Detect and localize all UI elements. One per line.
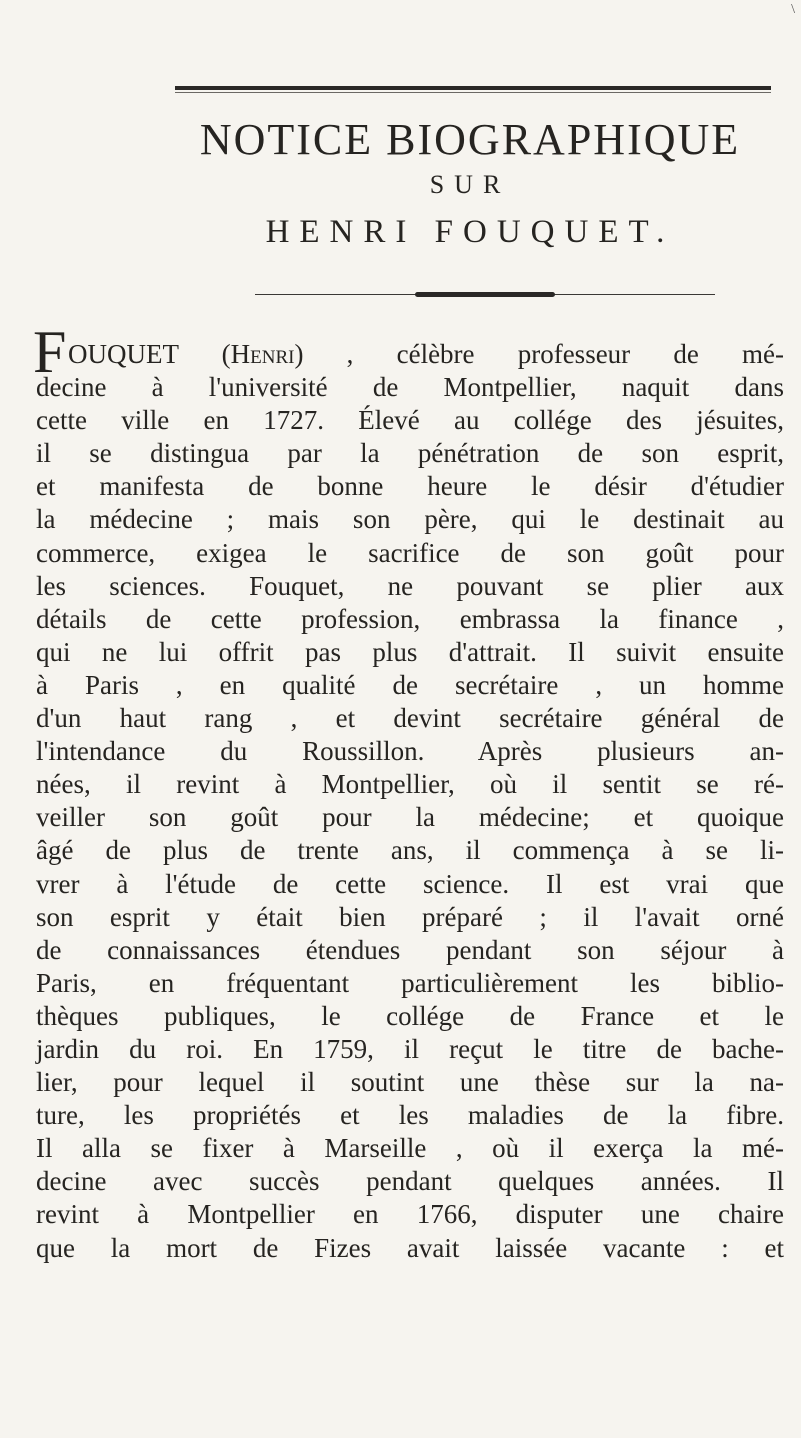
text-line: âgé de plus de trente ans, il commença à se li- <box>36 835 784 866</box>
text-line: les sciences. Fouquet, ne pouvant se plier aux <box>36 570 784 601</box>
title-connector: SUR <box>429 170 511 199</box>
text-line: d'un haut rang , et devint secrétaire général de <box>36 703 784 734</box>
text-line: vrer à l'étude de cette science. Il est vrai que <box>36 868 784 899</box>
notice-title: NOTICE BIOGRAPHIQUE <box>199 115 741 164</box>
text-line: Paris, en fréquentant particulièrement les biblio- <box>36 967 784 998</box>
first-line-part-b: ) , célèbre professeur de mé- <box>294 339 784 369</box>
text-line: et manifesta de bonne heure le désir d'étudier <box>36 471 784 502</box>
first-line-name: Henri <box>230 339 295 369</box>
text-line: revint à Montpellier en 1766, disputer une chaire <box>36 1199 784 1230</box>
text-line: lier, pour lequel il soutint une thèse sur la na- <box>36 1067 784 1098</box>
text-line: nées, il revint à Montpellier, où il sentit se ré- <box>36 769 784 800</box>
text-line: decine à l'université de Montpellier, naquit dans <box>36 372 784 403</box>
text-line: cette ville en 1727. Élevé au collége des jésuites, <box>36 405 784 436</box>
subject-name: HENRI FOUQUET. <box>265 214 675 250</box>
text-line: que la mort de Fizes avait laissée vacante : et <box>36 1232 784 1263</box>
text-line: Il alla se fixer à Marseille , où il exerça la mé- <box>36 1133 784 1164</box>
text-line: jardin du roi. En 1759, il reçut le titre de bache- <box>36 1033 784 1064</box>
text-line: de connaissances étendues pendant son séjour à <box>36 934 784 965</box>
text-line: decine avec succès pendant quelques années. Il <box>36 1166 784 1197</box>
text-line: l'intendance du Roussillon. Après plusieurs an- <box>36 736 784 767</box>
first-line-part-a: OUQUET ( <box>68 339 231 369</box>
text-line: son esprit y était bien préparé ; il l'avait orné <box>36 901 784 932</box>
divider-swell <box>415 292 555 297</box>
text-line-first <box>33 319 784 385</box>
biography-text <box>33 319 784 1265</box>
drop-cap: F <box>33 319 67 385</box>
header-rule-thin <box>175 92 771 93</box>
text-line: veiller son goût pour la médecine; et quoique <box>36 802 784 833</box>
text-line: qui ne lui offrit pas plus d'attrait. Il suivit ensuite <box>36 636 784 667</box>
text-line: thèques publiques, le collége de France et le <box>36 1000 784 1031</box>
first-line-text <box>36 338 784 371</box>
header-rule-thick <box>175 86 771 90</box>
page-corner-mark: \ <box>791 2 795 17</box>
text-line: ture, les propriétés et les maladies de la fibre. <box>36 1100 784 1131</box>
ornamental-divider <box>255 290 715 300</box>
text-line: il se distingua par la pénétration de son esprit, <box>36 438 784 469</box>
text-line: détails de cette profession, embrassa la finance , <box>36 603 784 634</box>
text-line: commerce, exigea le sacrifice de son goût pour <box>36 537 784 568</box>
text-line: la médecine ; mais son père, qui le destinait au <box>36 504 784 535</box>
text-line: à Paris , en qualité de secrétaire , un homme <box>36 669 784 700</box>
